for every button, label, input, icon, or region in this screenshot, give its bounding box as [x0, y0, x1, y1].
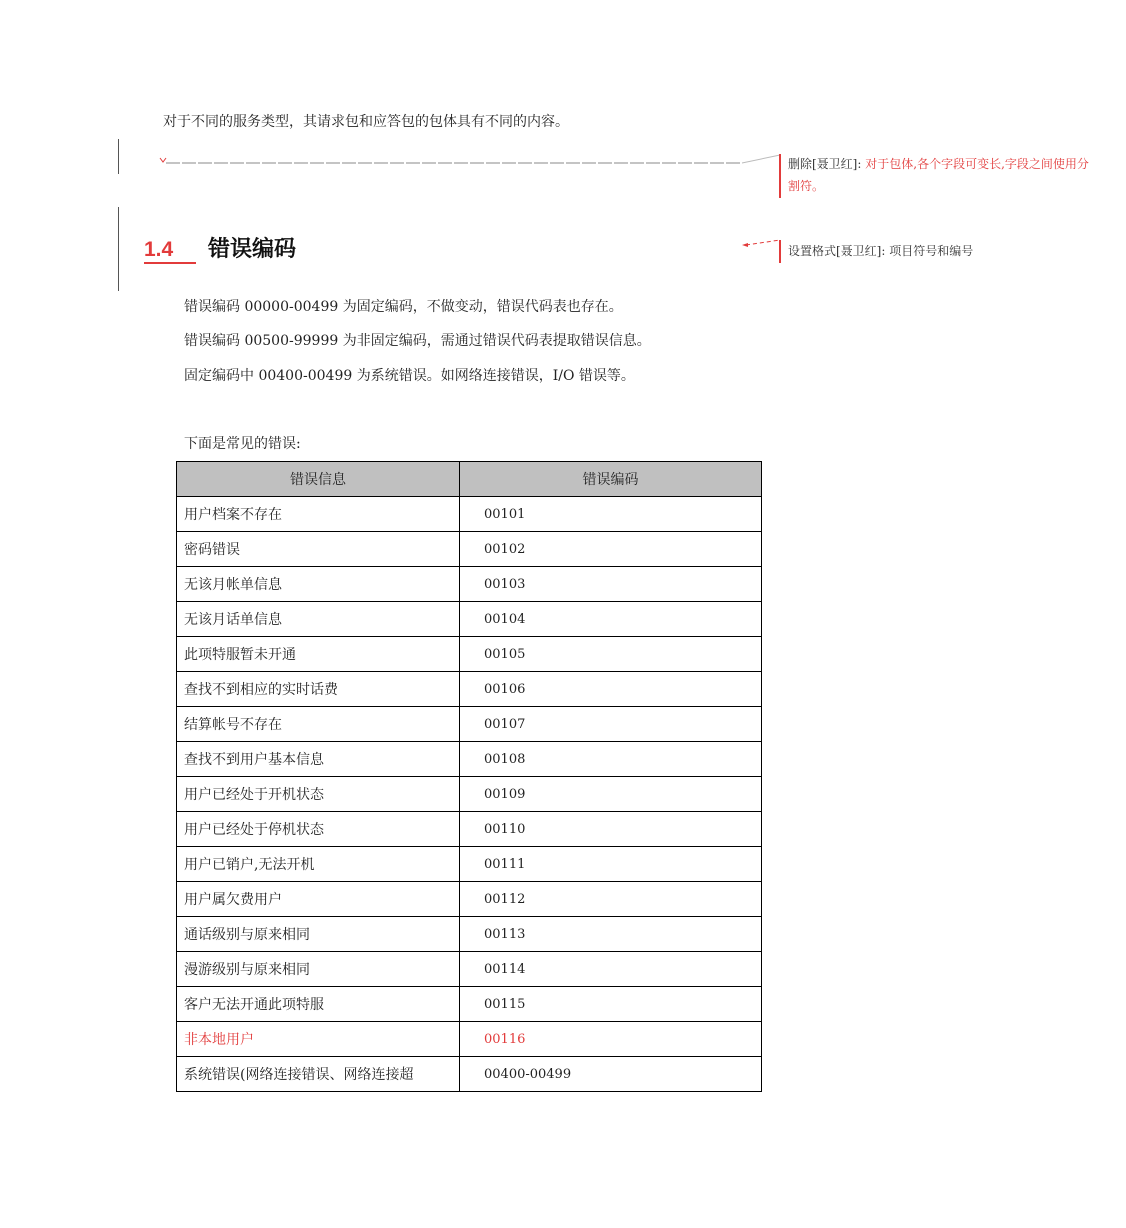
error-code-cell: 00102 — [460, 532, 762, 567]
table-row — [177, 672, 762, 707]
error-code-cell: 00104 — [460, 602, 762, 637]
error-message-cell: 系统错误(网络连接错误、网络连接超 — [177, 1057, 460, 1092]
comment-delete[interactable] — [788, 153, 1089, 197]
error-message-cell: 用户已经处于停机状态 — [177, 812, 460, 847]
error-code-cell: 00112 — [460, 882, 762, 917]
table-row — [177, 847, 762, 882]
table-row — [177, 1022, 762, 1057]
comment-bar-2 — [779, 240, 781, 263]
error-code-cell: 00116 — [460, 1022, 762, 1057]
error-message-cell: 此项特服暂未开通 — [177, 637, 460, 672]
paragraph-2: 错误编码 00500-99999 为非固定编码，需通过错误代码表提取错误信息。 — [184, 333, 651, 349]
comment-label: 设置格式[聂卫红]: — [788, 244, 886, 258]
error-message-cell: 无该月帐单信息 — [177, 567, 460, 602]
header-error-info: 错误信息 — [177, 462, 460, 497]
error-code-cell: 00105 — [460, 637, 762, 672]
error-message-cell: 漫游级别与原来相同 — [177, 952, 460, 987]
section-heading — [144, 232, 296, 268]
table-row — [177, 777, 762, 812]
error-message-cell: 非本地用户 — [177, 1022, 460, 1057]
error-code-table — [176, 461, 762, 1092]
error-code-cell: 00103 — [460, 567, 762, 602]
table-row — [177, 917, 762, 952]
error-message-cell: 客户无法开通此项特服 — [177, 987, 460, 1022]
table-row — [177, 812, 762, 847]
table-row — [177, 987, 762, 1022]
error-message-cell: 通话级别与原来相同 — [177, 917, 460, 952]
error-message-cell: 用户档案不存在 — [177, 497, 460, 532]
error-message-cell: 密码错误 — [177, 532, 460, 567]
error-message-cell: 查找不到用户基本信息 — [177, 742, 460, 777]
error-code-cell: 00111 — [460, 847, 762, 882]
comment-format[interactable] — [788, 240, 973, 262]
comment-text-cont: 割符。 — [788, 179, 825, 193]
error-code-cell: 00109 — [460, 777, 762, 812]
error-code-cell: 00113 — [460, 917, 762, 952]
header-error-code: 错误编码 — [460, 462, 762, 497]
error-code-cell: 00115 — [460, 987, 762, 1022]
table-row — [177, 602, 762, 637]
comment-bar-1 — [779, 154, 781, 198]
table-row — [177, 532, 762, 567]
table-row — [177, 1057, 762, 1092]
table-row — [177, 707, 762, 742]
comment-text: 项目符号和编号 — [889, 244, 974, 258]
comment-text: 对于包体,各个字段可变长,字段之间使用分 — [865, 157, 1089, 171]
error-code-cell: 00101 — [460, 497, 762, 532]
table-row — [177, 742, 762, 777]
table-row — [177, 497, 762, 532]
table-row — [177, 952, 762, 987]
heading-title: 错误编码 — [208, 237, 297, 262]
table-intro: 下面是常见的错误: — [184, 436, 301, 452]
error-code-cell: 00108 — [460, 742, 762, 777]
heading-number: 1.4 — [144, 238, 196, 264]
error-message-cell: 用户属欠费用户 — [177, 882, 460, 917]
error-message-cell: 结算帐号不存在 — [177, 707, 460, 742]
comment-label: 删除[聂卫红]: — [788, 157, 862, 171]
table-header-row — [177, 462, 762, 497]
intro-paragraph: 对于不同的服务类型，其请求包和应答包的包体具有不同的内容。 — [163, 114, 569, 130]
error-code-cell: 00106 — [460, 672, 762, 707]
paragraph-1: 错误编码 00000-00499 为固定编码，不做变动，错误代码表也存在。 — [184, 299, 623, 315]
error-code-cell: 00107 — [460, 707, 762, 742]
error-code-cell: 00114 — [460, 952, 762, 987]
error-message-cell: 用户已销户,无法开机 — [177, 847, 460, 882]
error-message-cell: 无该月话单信息 — [177, 602, 460, 637]
error-message-cell: 查找不到相应的实时话费 — [177, 672, 460, 707]
error-code-cell: 00400-00499 — [460, 1057, 762, 1092]
table-row — [177, 637, 762, 672]
error-code-cell: 00110 — [460, 812, 762, 847]
table-row — [177, 882, 762, 917]
table-row — [177, 567, 762, 602]
error-message-cell: 用户已经处于开机状态 — [177, 777, 460, 812]
paragraph-3: 固定编码中 00400-00499 为系统错误。如网络连接错误，I/O 错误等。 — [184, 368, 635, 384]
